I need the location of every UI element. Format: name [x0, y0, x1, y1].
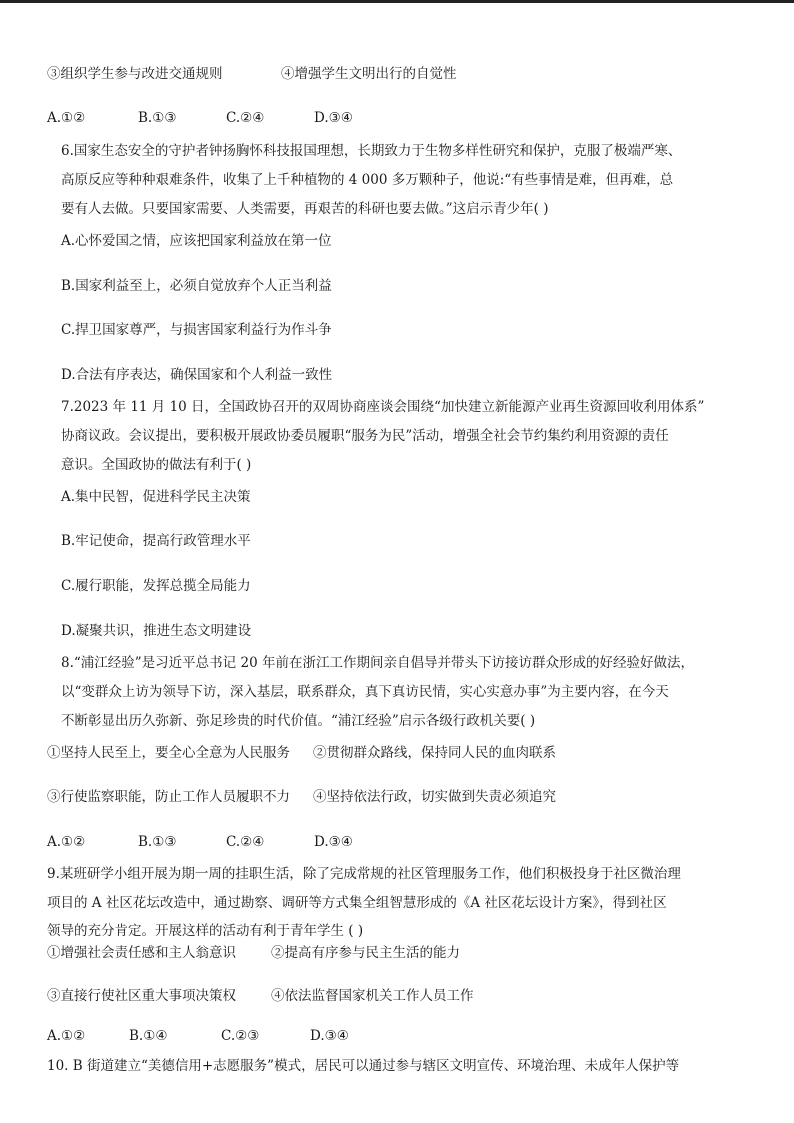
q9-choices	[47, 1026, 349, 1046]
q6-stem-line: 高原反应等种种艰难条件，收集了上千种植物的 4 000 多万颗种子，他说:“有些事情是难，但再难，总	[61, 172, 674, 188]
q8-item-1: ①坚持人民至上，要全心全意为人民服务	[47, 745, 290, 761]
q5-items-row	[47, 64, 457, 84]
q5-choice-c: C.②④	[226, 110, 265, 126]
q9-item-3: ③直接行使社区重大事项决策权	[47, 988, 236, 1004]
q7-stem-line: 意识。全国政协的做法有利于( )	[61, 457, 252, 473]
q9-item-1: ①增强社会责任感和主人翁意识	[47, 945, 236, 961]
q6-stem-line: 6.国家生态安全的守护者钟扬胸怀科技报国理想，长期致力于生物多样性研究和保护，克服了极端严寒、	[61, 143, 682, 159]
q9-items-row	[47, 943, 460, 963]
q5-choice-b: B.①③	[138, 110, 177, 126]
q8-stem-line: 8.“浦江经验”是习近平总书记 20 年前在浙江工作期间亲自倡导并带头下访接访群众形成的好经验好做法，	[61, 655, 694, 671]
q6-option-c: C.捍卫国家尊严，与损害国家利益行为作斗争	[61, 322, 332, 338]
q9-choice-b: B.①④	[129, 1028, 168, 1044]
q6-option-b: B.国家利益至上，必须自觉放弃个人正当利益	[61, 278, 332, 294]
q9-stem-line: 项目的 A 社区花坛改造中，通过勘察、调研等方式集全组智慧形成的《A 社区花坛设计方案》，得到社区	[47, 895, 667, 911]
q9-item-4: ④依法监督国家机关工作人员工作	[271, 988, 474, 1004]
q8-choice-a: A.①②	[47, 834, 86, 850]
q8-stem-line: 以“变群众上访为领导下访，深入基层，联系群众，真下真访民情，实心实意办事”为主要内容，在今天	[61, 684, 669, 700]
q9-item-2: ②提高有序参与民主生活的能力	[271, 945, 460, 961]
q9-items-row	[47, 986, 474, 1006]
q8-choice-c: C.②④	[226, 834, 265, 850]
q9-stem-line: 领导的充分肯定。开展这样的活动有利于青年学生 ( )	[47, 923, 364, 939]
q7-option-d: D.凝聚共识，推进生态文明建设	[61, 623, 252, 639]
q5-item-4: ④增强学生文明出行的自觉性	[281, 66, 457, 82]
q10-stem-line: 10. B 街道建立“美德信用+志愿服务”模式，居民可以通过参与辖区文明宣传、环境治理、未成年人保护等	[47, 1058, 680, 1074]
q9-stem-line: 9.某班研学小组开展为期一周的挂职生活，除了完成常规的社区管理服务工作，他们积极投身于社区微治理	[47, 866, 681, 882]
q9-choice-a: A.①②	[47, 1028, 86, 1044]
q6-option-a: A.心怀爱国之情，应该把国家利益放在第一位	[61, 233, 332, 249]
q7-option-c: C.履行职能，发挥总揽全局能力	[61, 578, 251, 594]
page-top-rule	[0, 0, 794, 3]
q7-option-b: B.牢记使命，提高行政管理水平	[61, 533, 251, 549]
q5-choice-d: D.③④	[314, 110, 353, 126]
q5-choice-a: A.①②	[47, 110, 86, 126]
q6-option-d: D.合法有序表达，确保国家和个人利益一致性	[61, 367, 333, 383]
q9-choice-d: D.③④	[310, 1028, 349, 1044]
q7-option-a: A.集中民智，促进科学民主决策	[61, 489, 251, 505]
q5-choices	[47, 108, 353, 128]
q8-stem-line: 不断彰显出历久弥新、弥足珍贵的时代价值。“浦江经验”启示各级行政机关要( )	[61, 713, 536, 729]
q8-item-2: ②贯彻群众路线，保持同人民的血肉联系	[313, 745, 556, 761]
q5-item-3: ③组织学生参与改进交通规则	[47, 66, 223, 82]
q8-items-row	[47, 743, 556, 763]
q8-choice-d: D.③④	[314, 834, 353, 850]
q6-stem-line: 要有人去做。只要国家需要、人类需要，再艰苦的科研也要去做。”这启示青少年( )	[61, 201, 549, 217]
q8-choices	[47, 832, 353, 852]
q8-item-3: ③行使监察职能，防止工作人员履职不力	[47, 789, 290, 805]
q7-stem-line: 7.2023 年 11 月 10 日，全国政协召开的双周协商座谈会围绕“加快建立新能源产业再生资源回收利用体系”	[61, 399, 705, 415]
q9-choice-c: C.②③	[221, 1028, 260, 1044]
q8-items-row	[47, 787, 556, 807]
q8-item-4: ④坚持依法行政，切实做到失责必须追究	[313, 789, 556, 805]
q7-stem-line: 协商议政。会议提出，要积极开展政协委员履职“服务为民”活动，增强全社会节约集约利用资源的责任	[61, 428, 669, 444]
q8-choice-b: B.①③	[138, 834, 177, 850]
